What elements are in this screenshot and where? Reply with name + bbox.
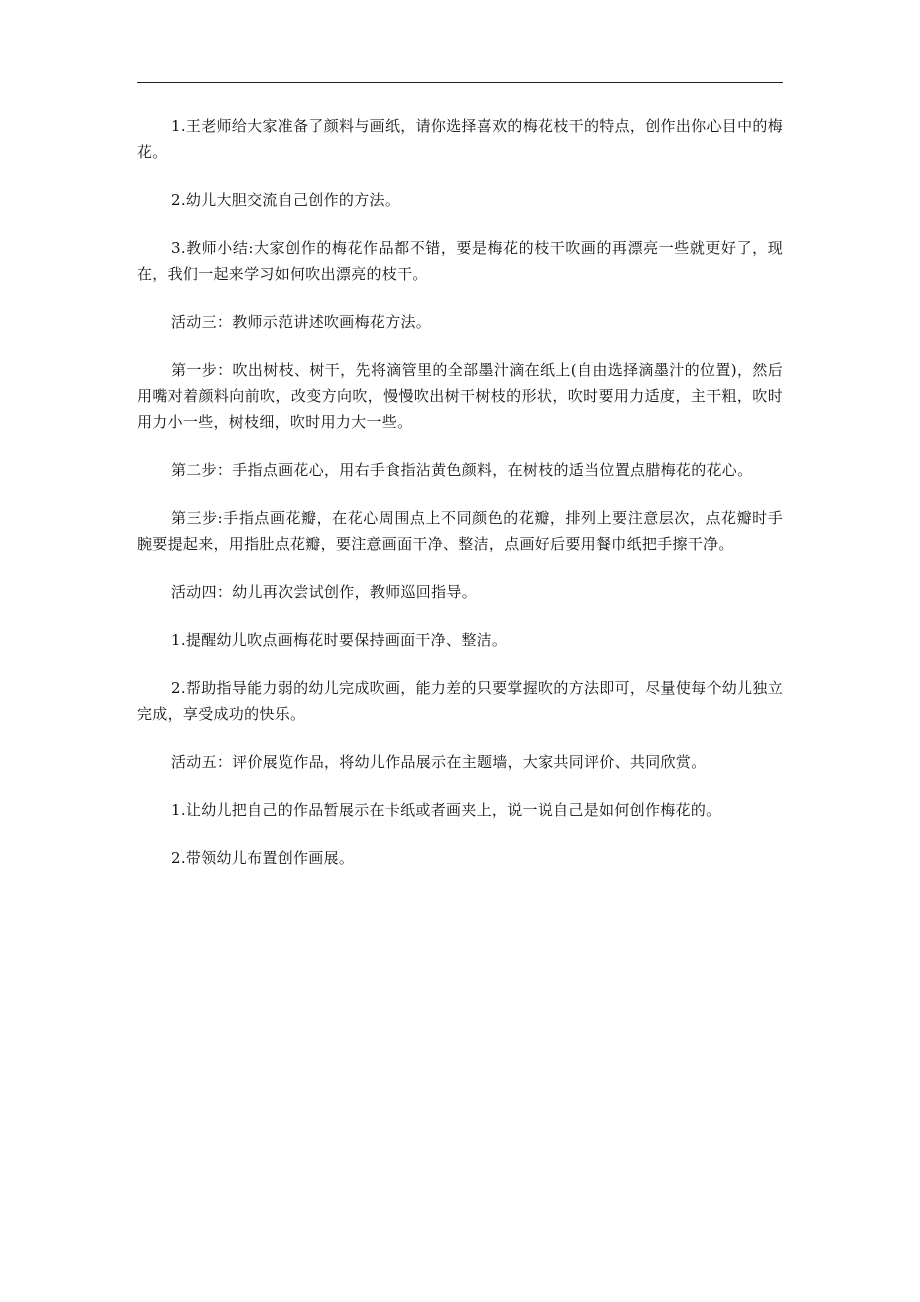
paragraph-9: 1.提醒幼儿吹点画梅花时要保持画面干净、整洁。 [171,631,508,649]
paragraph-1: 1.王老师给大家准备了颜料与画纸，请你选择喜欢的梅花枝干的特点，创作出你心目中的梅花。 [137,117,783,161]
paragraph-6: 第二步：手指点画花心，用右手食指沾黄色颜料，在树枝的适当位置点腊梅花的花心。 [171,461,753,479]
paragraph-3: 3.教师小结:大家创作的梅花作品都不错，要是梅花的枝干吹画的再漂亮一些就更好了，现在，我们一起来学习如何吹出漂亮的枝干。 [137,239,783,283]
paragraph-5: 第一步：吹出树枝、树干，先将滴管里的全部墨汁滴在纸上(自由选择滴墨汁的位置)，然后用嘴对着颜料向前吹，改变方向吹，慢慢吹出树干树枝的形状，吹时要用力适度，主干粗，吹时用力小一些，树枝细，吹时用力大一些。 [137,361,783,431]
paragraph-13: 2.带领幼儿布置创作画展。 [171,849,355,867]
paragraph-11: 活动五：评价展览作品，将幼儿作品展示在主题墙，大家共同评价、共同欣赏。 [171,753,707,771]
document-body [137,113,783,893]
paragraph-2: 2.幼儿大胆交流自己创作的方法。 [171,191,401,209]
paragraph-7: 第三步:手指点画花瓣，在花心周围点上不同颜色的花瓣，排列上要注意层次，点花瓣时手腕要提起来，用指肚点花瓣，要注意画面干净、整洁，点画好后要用餐巾纸把手擦干净。 [137,509,783,553]
paragraph-12: 1.让幼儿把自己的作品暂展示在卡纸或者画夹上，说一说自己是如何创作梅花的。 [171,801,722,819]
header-divider [137,82,783,83]
paragraph-8: 活动四：幼儿再次尝试创作，教师巡回指导。 [171,583,478,601]
paragraph-10: 2.帮助指导能力弱的幼儿完成吹画，能力差的只要掌握吹的方法即可，尽量使每个幼儿独立完成，享受成功的快乐。 [137,679,783,723]
paragraph-4: 活动三：教师示范讲述吹画梅花方法。 [171,313,432,331]
